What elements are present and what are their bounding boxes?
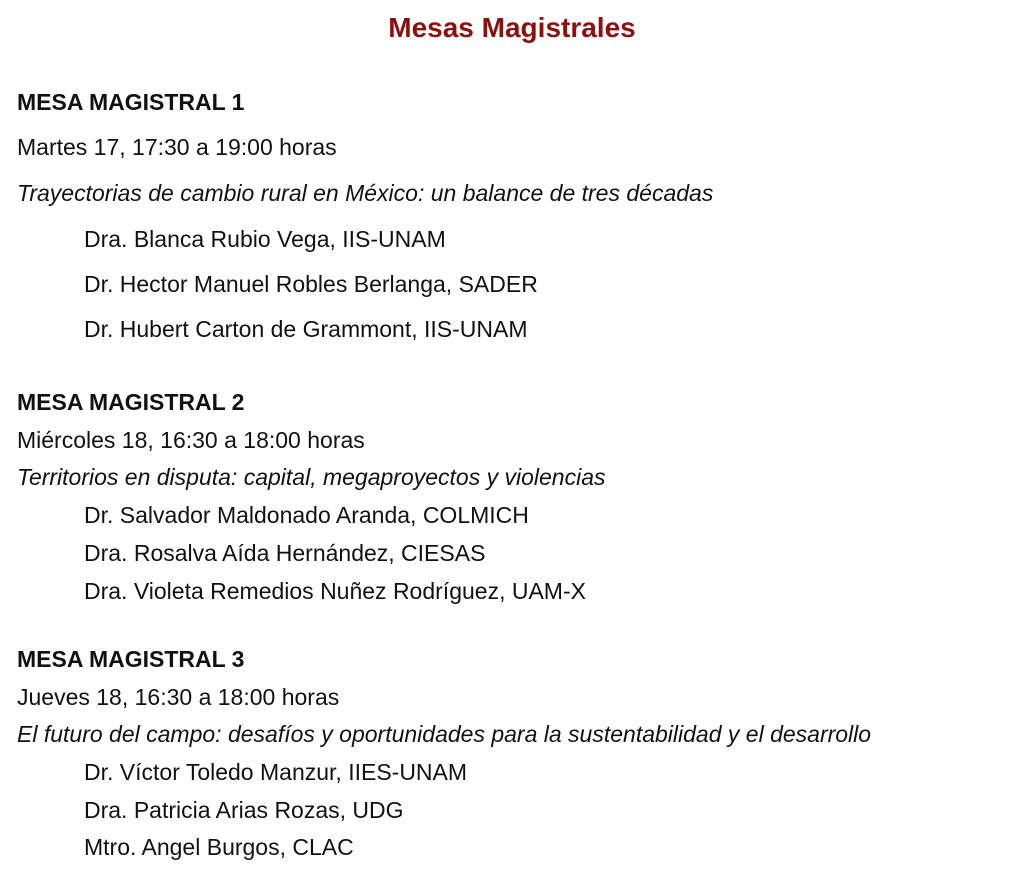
session-3-datetime: Jueves 18, 16:30 a 18:00 horas: [17, 684, 340, 710]
session-3-topic: El futuro del campo: desafíos y oportunidades para la sustentabilidad y el desarrollo: [17, 721, 872, 747]
session-1-speaker-3: Dr. Hubert Carton de Grammont, IIS-UNAM: [84, 316, 528, 342]
session-2-heading: MESA MAGISTRAL 2: [17, 389, 245, 415]
session-3-speaker-2: Dra. Patricia Arias Rozas, UDG: [84, 797, 404, 823]
session-2-speaker-2: Dra. Rosalva Aída Hernández, CIESAS: [84, 540, 486, 566]
session-3-speaker-1: Dr. Víctor Toledo Manzur, IIES-UNAM: [84, 759, 468, 785]
session-2-datetime: Miércoles 18, 16:30 a 18:00 horas: [17, 427, 365, 453]
session-1-speaker-2: Dr. Hector Manuel Robles Berlanga, SADER: [84, 271, 538, 297]
session-1-speaker-1: Dra. Blanca Rubio Vega, IIS-UNAM: [84, 226, 446, 252]
session-2-topic: Territorios en disputa: capital, megaproyectos y violencias: [17, 464, 606, 490]
session-2-speaker-1: Dr. Salvador Maldonado Aranda, COLMICH: [84, 502, 529, 528]
session-2-speaker-3: Dra. Violeta Remedios Nuñez Rodríguez, UAM-X: [84, 578, 586, 604]
session-3-heading: MESA MAGISTRAL 3: [17, 646, 245, 672]
session-3-speaker-3: Mtro. Angel Burgos, CLAC: [84, 834, 354, 860]
session-1-heading: MESA MAGISTRAL 1: [17, 89, 245, 115]
session-1-datetime: Martes 17, 17:30 a 19:00 horas: [17, 134, 337, 160]
page-title: Mesas Magistrales: [388, 12, 636, 43]
session-1-topic: Trayectorias de cambio rural en México: un balance de tres décadas: [17, 180, 714, 206]
